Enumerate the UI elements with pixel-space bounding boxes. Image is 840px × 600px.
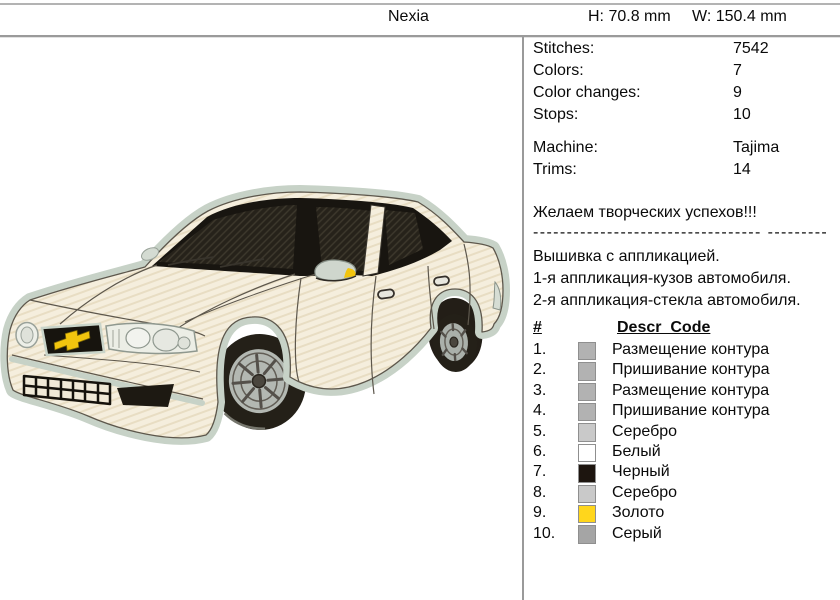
note-line: 1-я аппликация-кузов автомобиля.: [533, 270, 791, 287]
thread-number: 2.: [533, 361, 547, 379]
stat-value: 7542: [733, 40, 769, 57]
info-panel: [524, 38, 840, 600]
stat-label: Stops:: [533, 106, 579, 123]
wish-text: Желаем творческих успехов!!!: [533, 204, 757, 221]
thread-desc: Серебро: [612, 422, 678, 440]
machine-list: [524, 139, 840, 183]
stat-row: [524, 40, 840, 62]
thread-desc: Белый: [612, 442, 661, 460]
applique-notes: [533, 248, 801, 314]
thread-color-swatch: [578, 444, 596, 463]
stat-row: [524, 84, 840, 106]
thread-row: [524, 423, 840, 443]
thread-color-swatch: [578, 525, 596, 544]
thread-desc: Пришивание контура: [612, 361, 770, 379]
note-line: 2-я аппликация-стекла автомобиля.: [533, 292, 801, 309]
thread-number: 1.: [533, 341, 547, 358]
stat-row: [524, 62, 840, 84]
thread-row: [524, 463, 840, 483]
thread-number: 8.: [533, 483, 547, 501]
rear-door-handle: [434, 276, 450, 286]
car-artwork: [0, 38, 522, 600]
design-width: W: 150.4 mm: [692, 8, 787, 25]
stats-list: [524, 40, 840, 128]
thread-color-swatch: [578, 464, 596, 483]
thread-color-swatch: [578, 505, 596, 524]
stat-label: Trims:: [533, 161, 577, 178]
thread-color-swatch: [578, 485, 596, 504]
stat-label: Stitches:: [533, 40, 595, 57]
thread-number: 7.: [533, 463, 547, 481]
stat-label: Color changes:: [533, 84, 641, 101]
thread-row: [524, 382, 840, 402]
stat-value: 14: [733, 161, 751, 178]
stat-row: [524, 106, 840, 128]
note-line: Вышивка с аппликацией.: [533, 248, 720, 265]
thread-desc: Серебро: [612, 483, 678, 501]
thread-desc: Размещение контура: [612, 381, 770, 399]
stat-value: 10: [733, 106, 751, 123]
thread-desc: Размещение контура: [612, 341, 770, 358]
thread-row: [524, 525, 840, 545]
thread-table-header: [524, 319, 840, 340]
stat-value: Tajima: [733, 139, 780, 156]
thread-row: [524, 402, 840, 422]
design-height: H: 70.8 mm: [588, 8, 671, 25]
column-descr-code: Descr Code: [617, 319, 711, 336]
thread-number: 6.: [533, 442, 547, 460]
thread-desc: Золото: [612, 504, 665, 522]
thread-number: 5.: [533, 422, 547, 440]
design-title: Nexia: [388, 8, 429, 25]
thread-color-swatch: [578, 403, 596, 422]
stat-value: 9: [733, 84, 742, 101]
turn-signal-inner: [21, 327, 33, 343]
stat-row: [524, 161, 840, 183]
thread-row: [524, 504, 840, 524]
thread-number: 9.: [533, 504, 547, 522]
column-number: #: [533, 319, 542, 336]
stat-label: Colors:: [533, 62, 584, 79]
thread-color-swatch: [578, 383, 596, 402]
thread-number: 10.: [533, 524, 556, 542]
thread-row: [524, 341, 840, 361]
air-intake: [117, 384, 174, 407]
stat-row: [524, 139, 840, 161]
thread-row: [524, 443, 840, 463]
thread-desc: Серый: [612, 524, 662, 542]
stat-label: Machine:: [533, 139, 598, 156]
thread-desc: Черный: [612, 463, 670, 481]
thread-row: [524, 484, 840, 504]
thread-row: [524, 361, 840, 381]
thread-number: 3.: [533, 381, 547, 399]
thread-color-swatch: [578, 362, 596, 381]
thread-color-swatch: [578, 342, 596, 361]
top-border: [0, 3, 840, 5]
design-canvas: [0, 38, 522, 600]
front-door-handle: [378, 289, 395, 299]
thread-table: [524, 341, 840, 545]
thread-number: 4.: [533, 402, 547, 420]
dashed-separator: ---------------------------------- ---------: [533, 224, 829, 241]
thread-desc: Пришивание контура: [612, 402, 770, 420]
thread-color-swatch: [578, 423, 596, 442]
stat-value: 7: [733, 62, 742, 79]
